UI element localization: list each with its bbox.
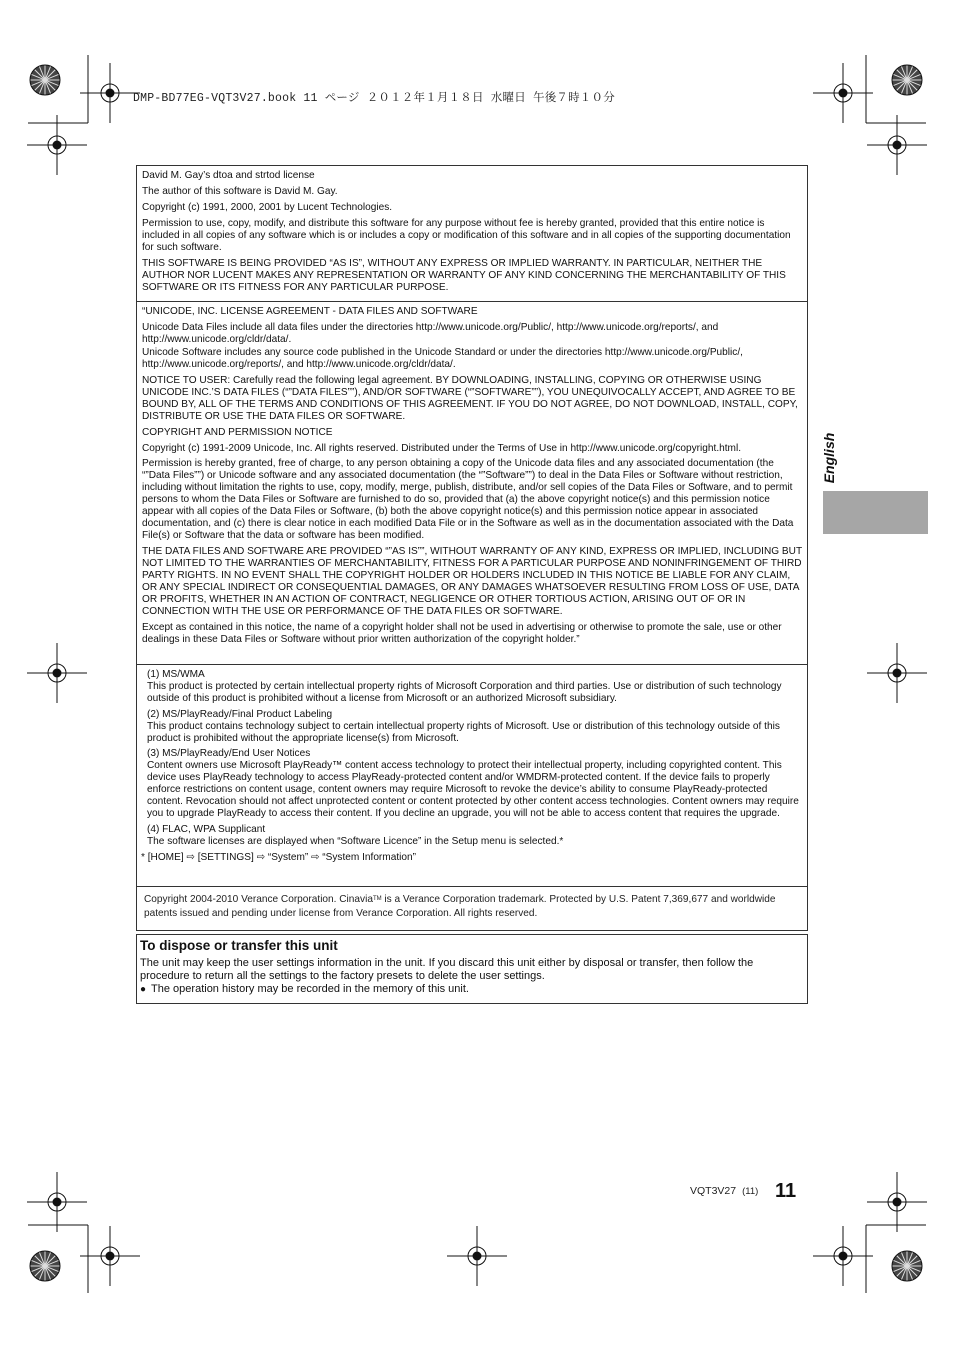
ms-item-text: Content owners use Microsoft PlayReady™ content access technology to protect their intellectual property, including copyrighted content. This device uses PlayReady technology to access PlayReady-protected content and/or WMDRM-protected content. If the device fails to properly enforce restrictions on content usage, content owners may require Microsoft to revoke the device’s ability to consume PlayReady-protected content. Revocation should not affect unprotected content or content protected by other content access technologies. Content owners may require you to upgrade PlayReady to access their content. If you decline an upgrade, you will not be able to access content that requires the upgrade.	[147, 760, 799, 819]
ms-item-text: This product contains technology subject to certain intellectual property rights of Microsoft. Use or distribution of this technology outside of this product is prohibited without the appropriate license(s) from Microsoft.	[147, 720, 780, 744]
unicode-data-files: Unicode Data Files include all data files under the directories http://www.unicode.org/Public/, http://www.unicode.org/reports/, and http://www.unicode.org/cldr/data/.	[142, 321, 719, 345]
model-code: VQT3V27	[690, 1185, 737, 1197]
dispose-bullet	[140, 983, 804, 996]
ms-item	[147, 669, 802, 705]
verance-post: is a Verance Corporation trademark. Protected by U.S. Patent 7,369,677 and worldwide patents issued and pending under license from Verance Corporation. All rights reserved.	[144, 894, 776, 919]
unicode-copyright: Copyright (c) 1991-2009 Unicode, Inc. All rights reserved. Distributed under the Terms of Use in http://www.unicode.org/copyright.html.	[142, 442, 741, 454]
gay-copyright: Copyright (c) 1991, 2000, 2001 by Lucent Technologies.	[142, 201, 393, 213]
unicode-except: Except as contained in this notice, the name of a copyright holder shall not be used in advertising or otherwise to promote the sale, use or other dealings in these Data Files or Software without prior written authorization of the copyright holder.”	[142, 622, 782, 646]
unicode-disclaimer: THE DATA FILES AND SOFTWARE ARE PROVIDED “”AS IS””, WITHOUT WARRANTY OF ANY KIND, EXPRESS OR IMPLIED, INCLUDING BUT NOT LIMITED TO THE WARRANTIES OF MERCHANTABILITY, FITNESS FOR A PARTICULAR PURPOSE AND NONINFRINGEMENT OF THIRD PARTY RIGHTS. IN NO EVENT SHALL THE COPYRIGHT HOLDER OR HOLDERS INCLUDED IN THIS NOTICE BE LIABLE FOR ANY CLAIM, OR ANY SPECIAL INDIRECT OR CONSEQUENTIAL DAMAGES, OR ANY DAMAGES WHATSOEVER RESULTING FROM LOSS OF USE, DATA OR PROFITS, WHETHER IN AN ACTION OF CONTRACT, NEGLIGENCE OR OTHER TORTIOUS ACTION, ARISING OUT OF OR IN CONNECTION WITH THE USE OR PERFORMANCE OF THE DATA FILES OR SOFTWARE.	[142, 546, 802, 618]
verance-pre: Copyright 2004-2010 Verance Corporation. Cinavia	[144, 894, 373, 905]
page-number: 11	[775, 1180, 797, 1202]
microsoft-notices	[137, 665, 807, 887]
footer-code	[690, 1185, 758, 1197]
gay-dtoa-license	[137, 166, 807, 302]
unicode-permission: Permission is hereby granted, free of charge, to any person obtaining a copy of the Unicode data files and any associated documentation (the “”Data Files””) or Unicode software and any associated documentation (the “”Software””) to deal in the Data Files or Software without restriction, including without limitation the rights to use, copy, modify, merge, publish, distribute, and/or sell copies of the Data Files or Software, and to permit persons to whom the Data Files or Software are furnished to do so, provided that (a) the above copyright notice(s) and this permission notice appear with all copies of the Data Files or Software, (b) both the above copyright notice(s) and this permission notice appear in associated documentation, and (c) there is clear notice in each modified Data File or in the Software as well as in the documentation associated with the Data File(s) or Software that the data or software has been modified.	[142, 458, 794, 542]
ms-item-text: The software licenses are displayed when “Software Licence” in the Setup menu is selected.*	[147, 835, 564, 847]
unicode-license	[137, 302, 807, 665]
verance-text	[144, 892, 802, 921]
page-paren: (11)	[742, 1186, 759, 1197]
unicode-notice: NOTICE TO USER: Carefully read the following legal agreement. BY DOWNLOADING, INSTALLING, COPYING OR OTHERWISE USING UNICODE INC.’S DATA FILES (“”DATA FILES””), AND/OR SOFTWARE (“”SOFTWARE””), YOU UNEQUIVOCALLY ACCEPT, AND AGREE TO BE BOUND BY, ALL OF THE TERMS AND CONDITIONS OF THIS AGREEMENT. IF YOU DO NOT AGREE, DO NOT DOWNLOAD, INSTALL, COPY, DISTRIBUTE OR USE THE DATA FILES OR SOFTWARE.	[142, 374, 798, 422]
unicode-software: Unicode Software includes any source code published in the Unicode Standard or under the directories http://www.unicode.org/Public/, http://www.unicode.org/reports/, and http://www.unicode.org/cldr/data/.	[142, 346, 743, 370]
ms-item-label: (4) FLAC, WPA Supplicant	[147, 823, 266, 835]
ms-item-label: (3) MS/PlayReady/End User Notices	[147, 748, 311, 759]
license-box	[136, 165, 808, 931]
gay-permission: Permission to use, copy, modify, and distribute this software for any purpose without fee is hereby granted, provided that this entire notice is included in all copies of any software which is or includes a copy or modification of this software and in all copies of the supporting documentation for such software.	[142, 217, 791, 253]
verance-notice	[137, 887, 807, 931]
unicode-title: “UNICODE, INC. LICENSE AGREEMENT - DATA FILES AND SOFTWARE	[142, 306, 478, 317]
gay-disclaimer: THIS SOFTWARE IS BEING PROVIDED “AS IS”, WITHOUT ANY EXPRESS OR IMPLIED WARRANTY. IN PARTICULAR, NEITHER THE AUTHOR NOR LUCENT MAKES ANY REPRESENTATION OR WARRANTY OF ANY KIND CONCERNING THE MERCHANTABILITY OF THIS SOFTWARE OR ITS FITNESS FOR ANY PARTICULAR PURPOSE.	[142, 257, 786, 293]
gay-title: David M. Gay’s dtoa and strtod license	[142, 170, 315, 181]
ms-item	[147, 709, 802, 745]
language-label: English	[821, 432, 837, 484]
ms-item-label: (2) MS/PlayReady/Final Product Labeling	[147, 708, 333, 720]
bullet-icon: ●	[140, 984, 147, 995]
gay-author: The author of this software is David M. Gay.	[142, 185, 338, 197]
unicode-heading: COPYRIGHT AND PERMISSION NOTICE	[142, 426, 333, 438]
ms-footnote: * [HOME] ⇨ [SETTINGS] ⇨ “System” ⇨ “System Information”	[141, 851, 416, 863]
book-header-line: DMP-BD77EG-VQT3V27.book 11 ページ ２０１２年１月１８日 水曜日 午後７時１０分	[133, 92, 615, 105]
ms-item	[147, 824, 802, 848]
ms-item-label: (1) MS/WMA	[147, 669, 205, 680]
ms-item	[147, 748, 802, 820]
dispose-section	[136, 934, 808, 1004]
language-side-label	[812, 428, 846, 488]
dispose-title: To dispose or transfer this unit	[140, 938, 338, 953]
ms-item-text: This product is protected by certain intellectual property rights of Microsoft Corporation and third parties. Use or distribution of such technology outside of this product is prohibited without a license from Microsoft or an authorized Microsoft subsidiary.	[147, 681, 782, 704]
trademark-mark: TM	[372, 896, 382, 902]
language-tab	[823, 491, 928, 534]
dispose-body: The unit may keep the user settings information in the unit. If you discard this unit either by disposal or transfer, then follow the procedure to return all the settings to the factory presets to delete the user settings.	[140, 957, 754, 982]
dispose-bullet-text: The operation history may be recorded in the memory of this unit.	[151, 983, 469, 995]
